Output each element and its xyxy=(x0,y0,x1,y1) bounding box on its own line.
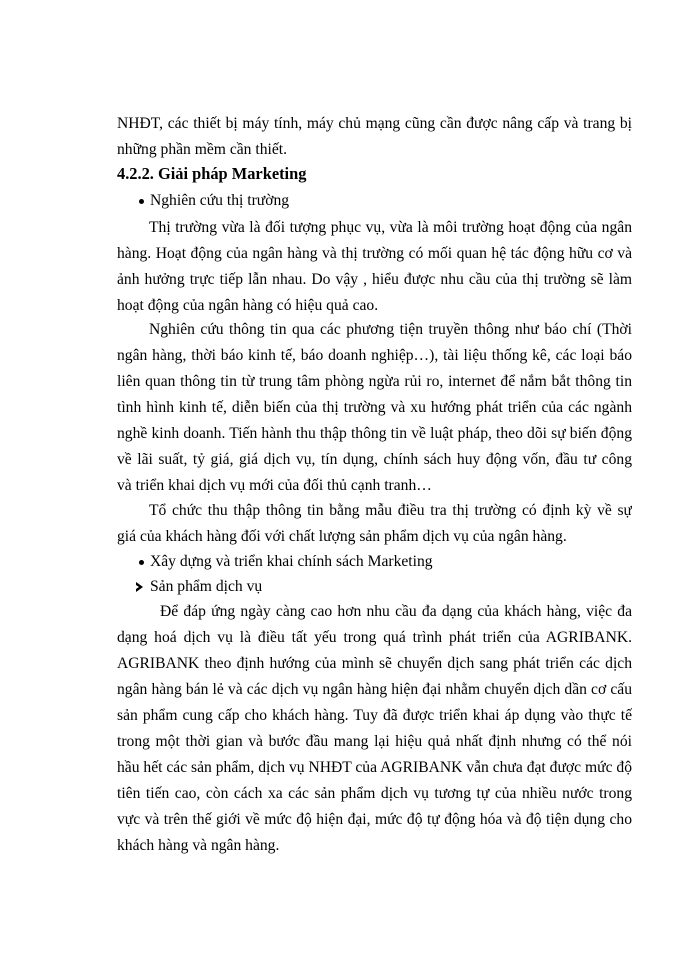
products-paragraph xyxy=(0,599,700,625)
bullet-dot-icon xyxy=(139,560,144,565)
bullet-label: Xây dựng và triển khai chính sách Marketing xyxy=(150,553,433,570)
text-line: ngân hàng, thời báo kinh tế, báo doanh nghiệp…), tài liệu thống kê, các loại báo xyxy=(117,347,632,364)
arrow-bullet-icon xyxy=(136,582,143,592)
text-line: Nghiên cứu thông tin qua các phương tiện truyền thông như báo chí (Thời xyxy=(149,321,632,338)
text-line: Để đáp ứng ngày càng cao hơn nhu cầu đa dạng của khách hàng, việc đa xyxy=(160,603,632,620)
bullet-dot-icon xyxy=(139,199,144,204)
text-line: những phần mềm cần thiết. xyxy=(117,141,287,158)
text-line: nghề kinh doanh. Tiến hành thu thập thông tin về luật pháp, theo dõi sự biến động xyxy=(117,425,632,442)
market-paragraph-3 xyxy=(0,498,700,524)
text-line: trong một thời gian và bước đầu mang lại hiệu quả nhất định nhưng có thể nói xyxy=(117,733,632,750)
text-line: Thị trường vừa là đối tượng phục vụ, vừa là môi trường hoạt động của ngân xyxy=(149,219,632,236)
text-line: tiên tiến cao, còn cách xa các sản phẩm dịch vụ tương tự của nhiều nước trong xyxy=(117,785,632,802)
bullet-item-marketing-policy xyxy=(0,549,700,575)
text-line: ảnh hưởng trực tiếp lẫn nhau. Do vậy , hiểu được nhu cầu của thị trường sẽ làm xyxy=(117,271,632,288)
bullet-label: Nghiên cứu thị trường xyxy=(150,192,290,209)
text-line: NHĐT, các thiết bị máy tính, máy chủ mạng cũng cần được nâng cấp và trang bị xyxy=(117,115,632,132)
text-line: dạng hoá dịch vụ là điều tất yếu trong quá trình phát triển của AGRIBANK. xyxy=(117,629,632,646)
intro-paragraph xyxy=(0,111,700,137)
text-line: liên quan thông tin từ trung tâm phòng ngừa rủi ro, internet để nắm bắt thông tin xyxy=(117,373,632,390)
text-line: sản phẩm cung cấp cho khách hàng. Tuy đã được triển khai áp dụng vào thực tế xyxy=(117,707,632,724)
text-line: giá của khách hàng đối với chất lượng sản phẩm dịch vụ của ngân hàng. xyxy=(117,528,567,545)
text-line: về lãi suất, tỷ giá, giá dịch vụ, tín dụng, chính sách huy động vốn, đầu tư công xyxy=(117,451,632,468)
text-line: và triển khai dịch vụ mới của đối thủ cạnh tranh… xyxy=(117,477,432,494)
text-line: AGRIBANK theo định hướng của mình sẽ chuyển dịch sang phát triển các dịch xyxy=(117,655,632,672)
text-line: vực và trên thế giới về mức độ hiện đại, mức độ tự động hóa và độ tiện dụng cho xyxy=(117,811,632,828)
text-line: tình hình kinh tế, diễn biến của thị trường và xu hướng phát triển của các ngành xyxy=(117,399,632,416)
text-line: khách hàng và ngân hàng. xyxy=(117,837,280,854)
market-paragraph-1 xyxy=(0,215,700,241)
text-line: hoạt động của ngân hàng có hiệu quả cao. xyxy=(117,297,379,314)
subbullet-label: Sản phẩm dịch vụ xyxy=(150,578,263,595)
text-line: ngân hàng bán lẻ và các dịch vụ ngân hàng hiện đại nhằm chuyển dịch dần cơ cấu xyxy=(117,681,632,698)
text-line: Tổ chức thu thập thông tin bằng mẫu điều tra thị trường có định kỳ về sự xyxy=(149,502,632,519)
bullet-item-market-research xyxy=(0,188,700,214)
text-line: hầu hết các sản phẩm, dịch vụ NHĐT của AGRIBANK vẫn chưa đạt được mức độ xyxy=(117,759,632,776)
subbullet-item-products xyxy=(0,574,700,600)
market-paragraph-2 xyxy=(0,317,700,343)
section-heading: 4.2.2. Giải pháp Marketing xyxy=(117,164,307,183)
text-line: hàng. Hoạt động của ngân hàng và thị trường có mối quan hệ tác động hữu cơ và xyxy=(117,245,632,262)
